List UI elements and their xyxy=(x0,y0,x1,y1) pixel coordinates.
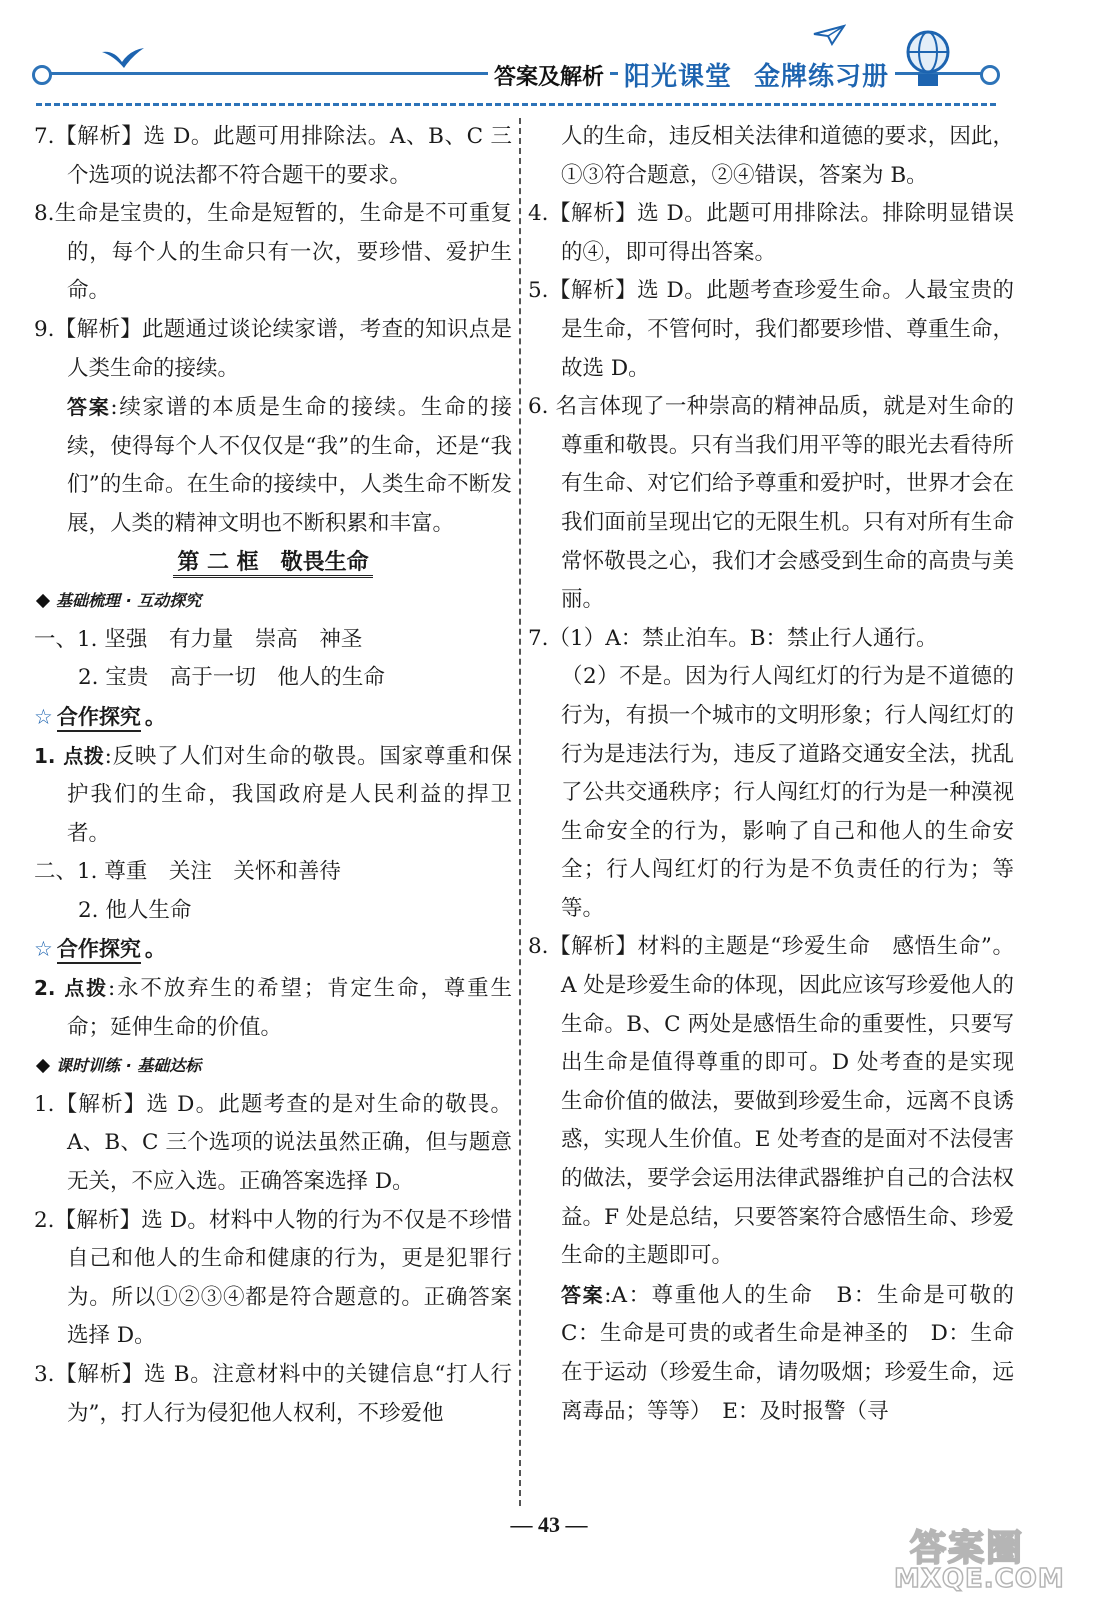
bird-icon xyxy=(100,46,146,72)
watermark-bottom-text: MXQE.COM xyxy=(894,1564,1065,1594)
answer-item-9-answer xyxy=(34,388,512,543)
basics-1-1: 一、1. 坚强 有力量 崇高 神圣 xyxy=(34,626,363,652)
answer-item-7: 7.【解析】选 D。此题可用排除法。A、B、C 三个选项的说法都不符合题干的要求。 xyxy=(34,124,512,188)
right-column xyxy=(528,118,1036,1431)
training-item-8-answer xyxy=(528,1276,1036,1431)
header-brand xyxy=(618,56,895,93)
cooperation-label-1 xyxy=(34,698,512,737)
training-item-3-continued: 人的生命，违反相关法律和道德的要求，因此，①③符合题意，②④错误，答案为 B。 xyxy=(561,124,1014,188)
training-item-4: 4.【解析】选 D。此题可用排除法。排除明显错误的④，即可得出答案。 xyxy=(528,201,1014,265)
page-number: — 43 — xyxy=(510,1512,588,1537)
section-title xyxy=(34,544,512,583)
basics-2-2: 2. 他人生命 xyxy=(78,897,192,923)
globe-icon xyxy=(896,26,960,90)
section-tag-basics xyxy=(34,582,512,621)
hint-text: :永不放弃生的希望；肯定生命，尊重生命；延伸生命的价值。 xyxy=(67,976,512,1040)
hint-1 xyxy=(34,737,512,854)
star-icon: ☆ xyxy=(34,937,53,962)
basics-2-1: 二、1. 尊重 关注 关怀和善待 xyxy=(34,859,341,885)
hint-text: :反映了人们对生命的敬畏。国家尊重和保护我们的生命，我国政府是人民利益的捍卫者。 xyxy=(67,743,513,846)
training-item-2: 2.【解析】选 D。材料中人物的行为不仅是不珍惜自己和他人的生命和健康的行为，更是犯罪行为。所以①②③④都是符合题意的。正确答案选择 D。 xyxy=(34,1207,512,1349)
answer-text: :A：尊重他人的生命 B：生命是可敬的 C：生命是可贵的或者生命是神圣的 D：生命在于运动（珍爱生命，请勿吸烟；珍爱生命，远离毒品；等等） E：及时报警（寻 xyxy=(561,1282,1036,1424)
training-item-6: 6. 名言体现了一种崇高的精神品质，就是对生命的尊重和敬畏。只有当我们用平等的眼光去看待所有生命、对它们给予尊重和爱护时，世界才会在我们面前呈现出它的无限生机。只有对所有生命常怀敬畏之心，我们才会感受到生命的高贵与美丽。 xyxy=(528,394,1014,613)
section-title-text: 第 二 框 敬畏生命 xyxy=(173,550,372,578)
hint-label: 1. 点拨 xyxy=(34,743,105,768)
column-divider xyxy=(519,118,521,1506)
training-item-8: 8.【解析】材料的主题是“珍爱生命 感悟生命”。A 处是珍爱生命的体现，因此应该写珍爱他人的生命。B、C 两处是感悟生命的重要性，只要写出生命是值得尊重的即可。D 处考查的是实现生命价值的做法，要做到珍爱生命，远离不良诱惑，实现人生价值。E 处考查的是面对不法侵害的做法，要学会运用法律武器维护自己的合法权益。F 处是总结，只要答案符合感悟生命、珍爱生命的主题即可。 xyxy=(528,934,1014,1269)
diamond-icon xyxy=(36,1059,50,1073)
cooperation-text: 合作探究 xyxy=(57,937,141,964)
answer-text: :续家谱的本质是生命的接续。生命的接续，使得每个人不仅仅是“我”的生命，还是“我们”的生命。在生命的接续中，人类生命不断发展，人类的精神文明也不断积累和丰富。 xyxy=(67,395,513,536)
training-item-5: 5.【解析】选 D。此题考查珍爱生命。人最宝贵的是生命，不管何时，我们都要珍惜、尊重生命，故选 D。 xyxy=(528,278,1014,381)
brand-name: 阳光课堂 xyxy=(624,62,733,92)
training-item-7-2: （2）不是。因为行人闯红灯的行为是不道德的行为，有损一个城市的文明形象；行人闯红灯的行为是违法行为，违反了道路交通安全法，扰乱了公共交通秩序；行人闯红灯的行为是一种漠视生命安全的行为，影响了自己和他人的生命安全；行人闯红灯的行为是不负责任的行为；等等。 xyxy=(561,664,1014,921)
watermark-top-text: 答案圈 xyxy=(910,1528,1025,1569)
left-column xyxy=(34,118,512,1433)
dot: 。 xyxy=(144,937,166,962)
brand-series: 金牌练习册 xyxy=(754,62,890,92)
answer-item-8: 8.生命是宝贵的，生命是短暂的，生命是不可重复的，每个人的生命只有一次，要珍惜、爱护生命。 xyxy=(34,201,512,304)
dot: 。 xyxy=(144,704,166,729)
header-answer-title: 答案及解析 xyxy=(488,60,610,91)
page-header xyxy=(0,0,1098,112)
basics-1-2: 2. 宝贵 高于一切 他人的生命 xyxy=(78,665,385,691)
hint-label: 2. 点拨 xyxy=(34,976,108,1001)
cooperation-label-2 xyxy=(34,930,512,969)
tag-text: 基础梳理 · 互动探究 xyxy=(56,591,202,611)
training-item-7-1: 7.（1）A：禁止泊车。B：禁止行人通行。 xyxy=(528,625,938,651)
tag-text: 课时训练 · 基础达标 xyxy=(56,1056,202,1076)
training-item-1: 1.【解析】选 D。此题考查的是对生命的敬畏。A、B、C 三个选项的说法虽然正确，但与题意无关，不应入选。正确答案选择 D。 xyxy=(34,1091,512,1195)
star-icon: ☆ xyxy=(34,704,53,729)
hint-2 xyxy=(34,969,512,1047)
cooperation-text: 合作探究 xyxy=(57,705,141,732)
section-tag-training xyxy=(34,1047,512,1086)
training-item-3: 3.【解析】选 B。注意材料中的关键信息“打人行为”，打人行为侵犯他人权利，不珍爱他 xyxy=(34,1362,512,1426)
answer-label: 答案 xyxy=(561,1282,605,1307)
diamond-icon xyxy=(36,594,50,608)
watermark-logo xyxy=(886,1520,1086,1596)
answer-item-9: 9.【解析】此题通过谈论续家谱，考查的知识点是人类生命的接续。 xyxy=(34,316,512,381)
paper-plane-icon xyxy=(812,24,846,46)
answer-label: 答案 xyxy=(67,395,111,420)
